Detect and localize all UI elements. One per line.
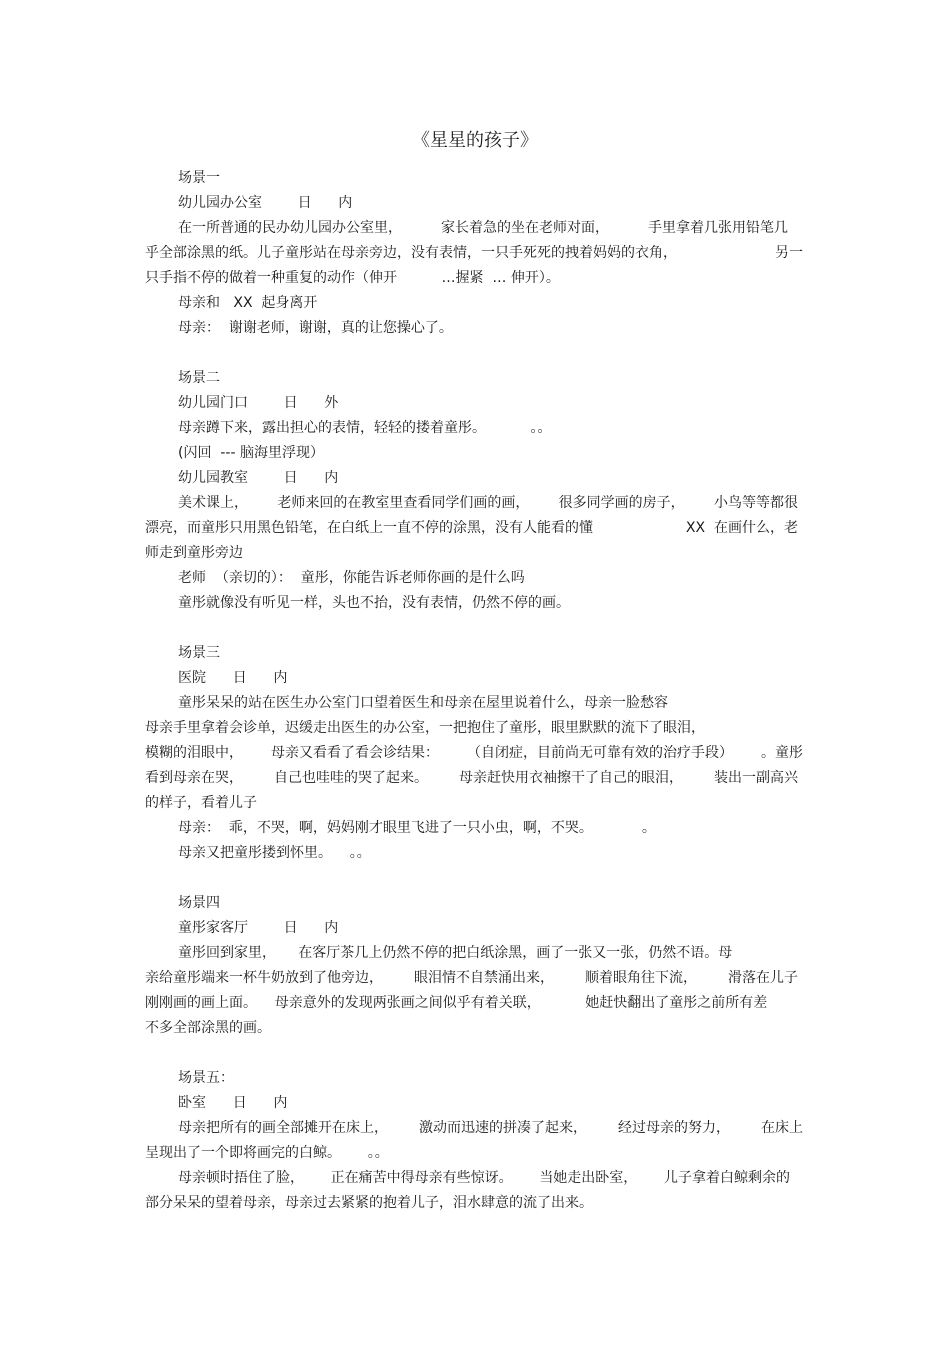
scene-1-paragraph-line — [178, 218, 788, 238]
scene-2-flashback: (闪回 --- 脑海里浮现） — [178, 445, 324, 461]
scene-1-dialogue: 母亲： 谢谢老师，谢谢，真的让您操心了。 — [178, 320, 453, 336]
text-segment: 经过母亲的努力， — [618, 1120, 730, 1136]
scene-4-paragraph-line: 不多全部涂黑的画。 — [145, 1020, 271, 1036]
text-segment: 装出一副高兴 — [714, 770, 798, 786]
text-segment: 美术课上， — [178, 495, 248, 511]
text-segment: 很多同学画的房子， — [558, 495, 685, 511]
scene-2-location: 幼儿园门口 日 外 — [178, 395, 339, 411]
scene-3-location: 医院 日 内 — [178, 670, 288, 686]
scene-1-location: 幼儿园办公室 日 内 — [178, 195, 353, 211]
scene-3-paragraph-line: 童彤呆呆的站在医生办公室门口望着医生和母亲在屋里说着什么，母亲一脸愁容 — [178, 695, 668, 711]
scene-5-paragraph-line: 部分呆呆的望着母亲，母亲过去紧紧的抱着儿子，泪水肆意的流了出来。 — [145, 1195, 593, 1211]
scene-1-paragraph-line: 只手指不停的做着一种重复的动作（伸开 …握紧 … 伸开）。 — [145, 270, 560, 286]
scene-2-heading: 场景二 — [178, 370, 220, 386]
scene-2-paragraph-line — [178, 493, 798, 513]
text-segment: 母亲把所有的画全部摊开在床上， — [178, 1120, 388, 1136]
text-segment: 另一 — [775, 245, 803, 261]
scene-3-paragraph: 母亲又把童彤搂到怀里。 。。 — [178, 845, 371, 861]
scene-2-location-2: 幼儿园教室 日 内 — [178, 470, 339, 486]
text-segment: 家长着急的坐在老师对面， — [441, 220, 609, 236]
scene-2-paragraph: 童彤就像没有听见一样，头也不抬，没有表情，仍然不停的画。 — [178, 595, 570, 611]
text-segment: 手里拿着几张用铅笔几 — [648, 220, 788, 236]
scene-3-paragraph-line — [145, 768, 798, 788]
text-segment: 母亲又看看了看会诊结果： — [271, 745, 439, 761]
scene-2-paragraph: 母亲蹲下来，露出担心的表情，轻轻的搂着童彤。 。。 — [178, 420, 552, 436]
scene-2-paragraph-line: 师走到童彤旁边 — [145, 545, 243, 561]
text-segment: 小鸟等等都很 — [713, 495, 798, 511]
text-segment: 当她走出卧室， — [539, 1170, 638, 1186]
text-segment: 儿子拿着白鲸剩余的 — [663, 1170, 790, 1186]
scene-3-paragraph-line — [145, 743, 803, 763]
text-segment: XX 在画什么，老 — [685, 520, 798, 536]
text-segment: 正在痛苦中得母亲有些惊讶。 — [330, 1170, 513, 1186]
scene-4-paragraph-line — [145, 968, 798, 988]
text-segment: 自己也哇哇的哭了起来。 — [274, 770, 428, 786]
text-segment: 看到母亲在哭， — [145, 770, 243, 786]
scene-4-heading: 场景四 — [178, 895, 220, 911]
text-segment: 母亲顿时捂住了脸， — [178, 1170, 304, 1186]
scene-4-location: 童彤家客厅 日 内 — [178, 920, 339, 936]
text-segment: 亲给童彤端来一杯牛奶放到了他旁边， — [145, 970, 383, 986]
scene-5-paragraph-line — [178, 1118, 803, 1138]
scene-2-dialogue: 老师 （亲切的）： 童彤，你能告诉老师你画的是什么吗 — [178, 570, 525, 586]
text-segment: 。童彤 — [761, 745, 803, 761]
scene-1-paragraph-line — [145, 243, 803, 263]
text-segment: 老师来回的在教室里查看同学们画的画， — [277, 495, 530, 511]
text-segment: 眼泪情不自禁涌出来， — [414, 970, 554, 986]
scene-3-paragraph-line: 母亲手里拿着会诊单，迟缓走出医生的办公室，一把抱住了童彤，眼里默默的流下了眼泪， — [145, 720, 705, 736]
scene-2-paragraph-line — [145, 518, 798, 538]
text-segment: 在床上 — [761, 1120, 803, 1136]
text-segment: 激动而迅速的拼凑了起来， — [419, 1120, 587, 1136]
scene-3-dialogue: 母亲： 乖，不哭，啊，妈妈刚才眼里飞进了一只小虫，啊，不哭。 。 — [178, 820, 656, 836]
scene-3-paragraph-line: 的样子，看着儿子 — [145, 795, 257, 811]
scene-3-heading: 场景三 — [178, 645, 220, 661]
document-title: 《星星的孩子》 — [412, 130, 538, 151]
scene-1-heading: 场景一 — [178, 170, 220, 186]
text-segment: 母亲赶快用衣袖擦干了自己的眼泪， — [459, 770, 683, 786]
text-segment: 在一所普通的民办幼儿园办公室里， — [178, 220, 402, 236]
scene-5-location: 卧室 日 内 — [178, 1095, 288, 1111]
text-segment: 顺着眼角往下流， — [585, 970, 697, 986]
text-segment: 乎全部涂黑的纸。儿子童彤站在母亲旁边，没有表情，一只手死死的拽着妈妈的衣角， — [145, 245, 677, 261]
scene-5-paragraph-line — [178, 1168, 790, 1188]
scene-1-action: 母亲和 XX 起身离开 — [178, 295, 318, 311]
scene-5-heading: 场景五： — [178, 1070, 234, 1086]
scene-4-paragraph-line: 刚刚画的画上面。 母亲意外的发现两张画之间似乎有着关联， 她赶快翻出了童彤之前所有差 — [145, 995, 768, 1011]
text-segment: 模糊的泪眼中， — [145, 745, 243, 761]
text-segment: （自闭症，目前尚无可靠有效的治疗手段） — [467, 745, 733, 761]
scene-5-paragraph-line: 呈现出了一个即将画完的白鲸。 。。 — [145, 1145, 389, 1161]
text-segment: 滑落在儿子 — [728, 970, 798, 986]
scene-4-paragraph-line: 童彤回到家里， 在客厅茶几上仍然不停的把白纸涂黑，画了一张又一张，仍然不语。母 — [178, 945, 733, 961]
text-segment: 漂亮，而童彤只用黑色铅笔，在白纸上一直不停的涂黑，没有人能看的懂 — [145, 520, 593, 536]
